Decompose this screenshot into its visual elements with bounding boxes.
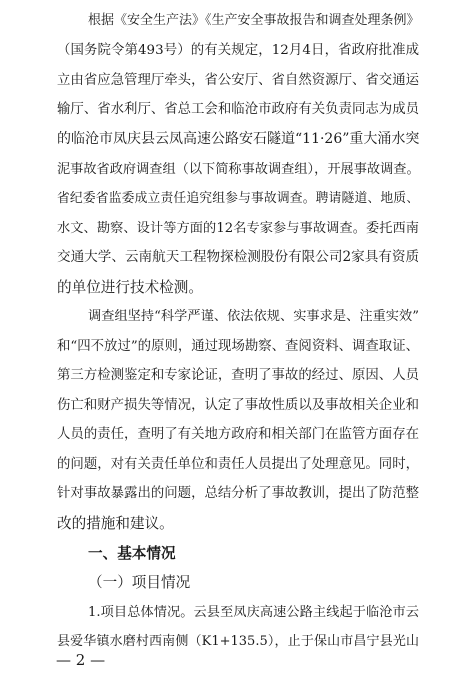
paragraph-2-line: 调查组坚持“科学严谨、依法依规、实事求是、注重实效”	[88, 309, 419, 324]
paragraph-1-line: 根据《安全生产法》《生产安全事故报告和调查处理条例》	[88, 13, 420, 28]
paragraph-2-line: 的问题，对有关责任单位和责任人员提出了处理意见。同时，	[57, 457, 419, 472]
section-heading: 一、基本情况	[88, 545, 176, 562]
paragraph-2-line: 改的措施和建议。	[57, 515, 174, 532]
paragraph-3-line: 县爱华镇水磨村西南侧（K1+135.5），止于保山市昌宁县光山	[57, 634, 419, 649]
paragraph-1-line: （国务院令第493号）的有关规定，12月4日，省政府批准成	[57, 43, 419, 58]
paragraph-1-line: 的临沧市凤庆县云凤高速公路安石隧道“11·26”重大涌水突	[57, 131, 420, 147]
paragraph-1-line: 的单位进行技术检测。	[57, 279, 203, 296]
paragraph-1-line: 输厅、省水利厅、省总工会和临沧市政府有关负责同志为成员	[57, 102, 419, 117]
paragraph-1-line: 泥事故省政府调查组（以下简称事故调查组），开展事故调查。	[57, 162, 420, 177]
paragraph-2-line: 第三方检测鉴定和专家论证，查明了事故的经过、原因、人员	[57, 368, 419, 383]
paragraph-1-line: 交通大学、云南航天工程物探检测股份有限公司2家具有资质	[57, 249, 420, 265]
paragraph-2-line: 和“四不放过”的原则，通过现场勘察、查阅资料、调查取证、	[57, 339, 419, 354]
page-number: — 2 —	[56, 651, 106, 669]
paragraph-1-line: 立由省应急管理厅牵头，省公安厅、省自然资源厅、省交通运	[57, 73, 419, 88]
paragraph-3-line: 1.项目总体情况。云县至凤庆高速公路主线起于临沧市云	[88, 605, 419, 620]
paragraph-2-line: 伤亡和财产损失等情况，认定了事故性质以及事故相关企业和	[57, 398, 419, 413]
subsection-heading: （一）项目情况	[88, 574, 191, 591]
paragraph-2-line: 针对事故暴露出的问题，总结分析了事故教训，提出了防范整	[57, 486, 419, 501]
paragraph-1-line: 省纪委省监委成立责任追究组参与事故调查。聘请隧道、地质、	[57, 191, 419, 206]
paragraph-1-line: 水文、勘察、设计等方面的12名专家参与事故调查。委托西南	[57, 221, 419, 236]
paragraph-2-line: 人员的责任，查明了有关地方政府和相关部门在监管方面存在	[57, 427, 419, 442]
